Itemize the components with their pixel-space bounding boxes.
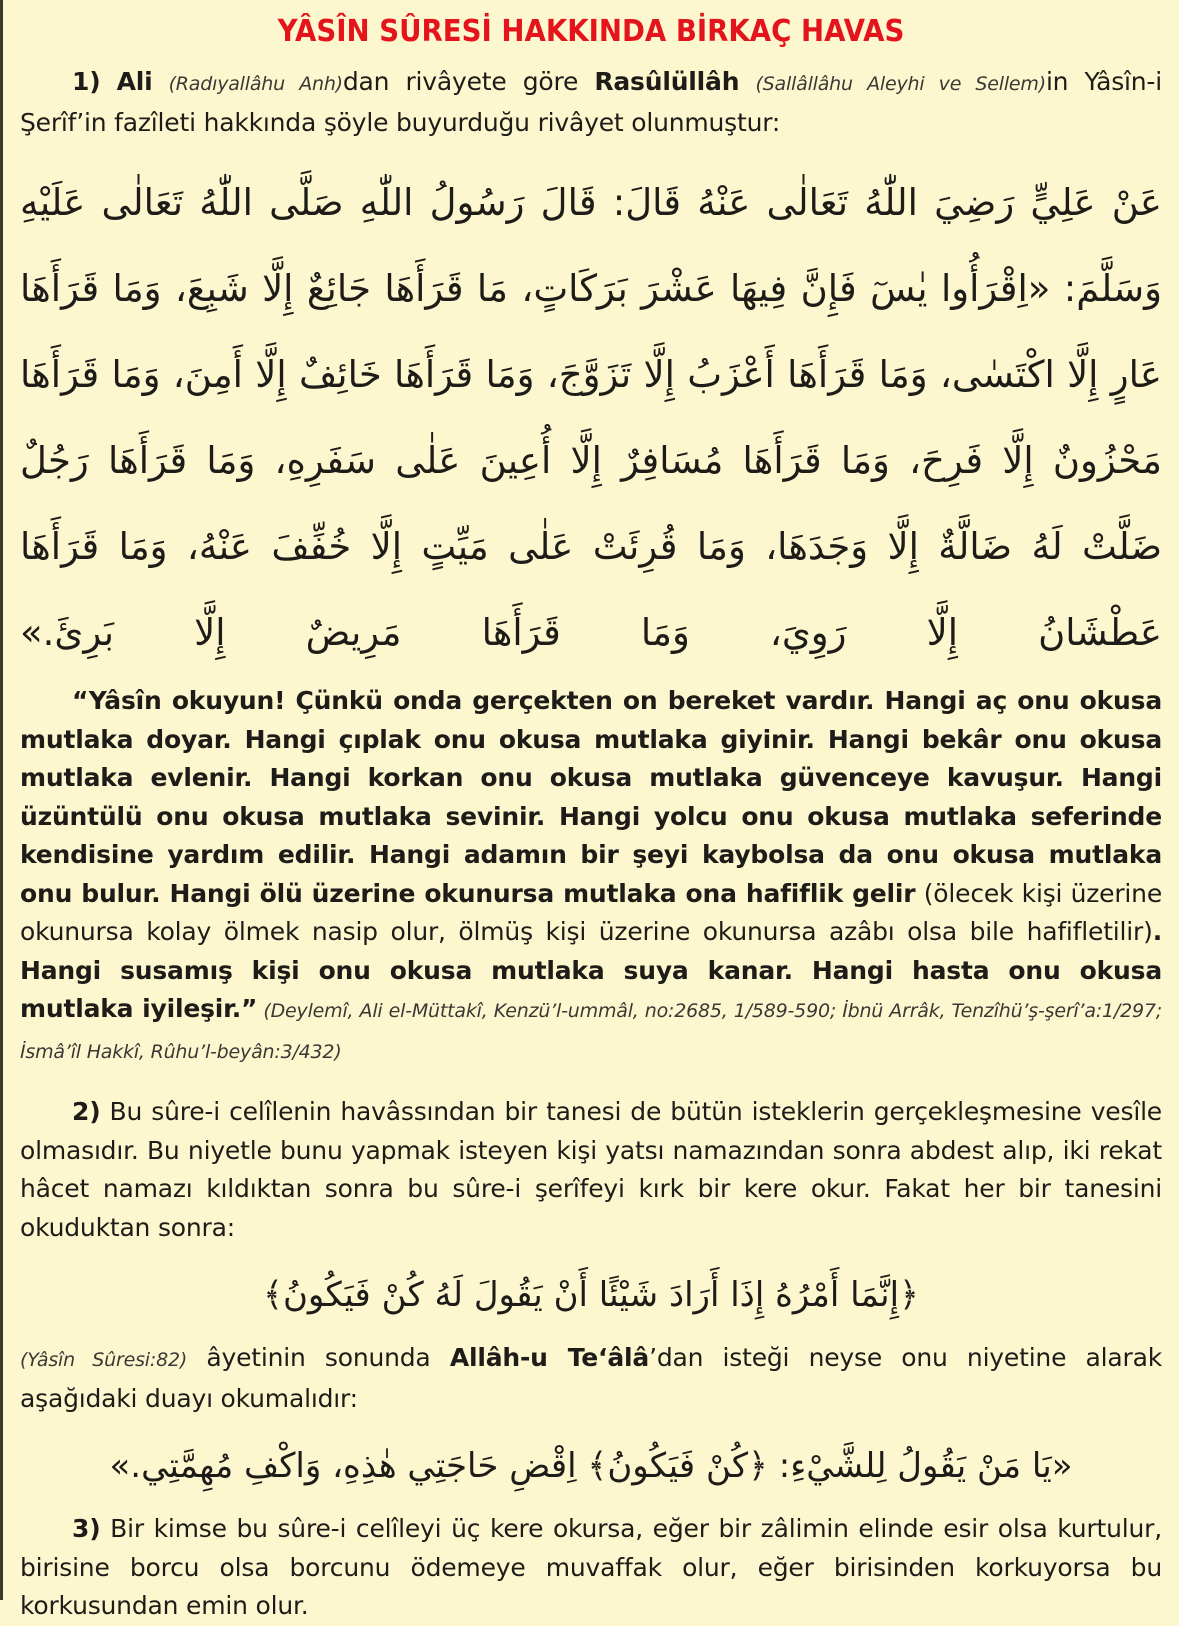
verse-reference: (Yâsîn Sûresi:82): [20, 1349, 188, 1371]
translation-explanation: (ölecek kişi üzerine okunursa kolay ölmek nasip olur, ölmüş kişi üzerine okunursa azâbı olsa bile hafifletilir): [20, 878, 1163, 946]
intro-text: in Yâsîn-i Şerîf’in fazîleti hakkında şöyle buyurduğu rivâyet olunmuştur:: [20, 67, 1162, 137]
paragraph-text: âyetinin sonunda: [187, 1343, 450, 1372]
honorific-note: (Sallâllâhu Aleyhi ve Sellem): [755, 73, 1046, 95]
section-3-text: [20, 1510, 1162, 1626]
page-title: YÂSÎN SÛRESİ HAKKINDA BİRKAÇ HAVAS: [277, 14, 905, 49]
section-number: 2): [72, 1097, 101, 1126]
name-allah: Allâh-u Te‘âlâ: [449, 1343, 650, 1372]
arabic-dua: «يَا مَنْ يَقُولُ لِلشَّيْءِ: ﴿كُنْ فَيَكُونُ﴾ اِقْضِ حَاجَتِي هٰذِهِ، وَاكْفِ مُهِمَّتِي.»: [109, 1446, 1073, 1486]
section-2-instructions: [20, 1339, 1162, 1418]
section-2-text: [20, 1093, 1162, 1247]
translation-quote: “Yâsîn okuyun! Çünkü onda gerçekten on bereket vardır. Hangi aç onu okusa mutlaka doyar. Hangi çıplak onu okusa mutlaka giyinir. Hangi bekâr onu okusa mutlaka evlenir. Hangi korkan onu okusa mutlaka güvenceye kavuşur. Hangi üzüntülü onu okusa mutlaka sevinir. Hangi yolcu onu okusa mutlaka seferinde kendisine yardım edilir. Hangi adamın bir şeyi kaybolsa da onu okusa mutlaka onu bulur. Hangi ölü üzerine okunursa mutlaka ona hafiflik gelir: [20, 686, 1162, 908]
hadith-translation: [20, 682, 1162, 1071]
page-border: [0, 0, 3, 1600]
translation-quote: . Hangi susamış kişi onu okusa mutlaka suya kanar. Hangi hasta onu okusa mutlaka iyileşir.”: [20, 917, 1162, 1023]
paragraph-text: ’dan isteği neyse onu niyetine alarak aşağıdaki duayı okumalıdır:: [20, 1343, 1162, 1413]
name-rasul: Rasûlüllâh: [594, 67, 740, 96]
section-1-intro: [20, 63, 1162, 142]
arabic-verse: ﴿إِنَّمَا أَمْرُهُ إِذَا أَرَادَ شَيْئًا أَنْ يَقُولَ لَهُ كُنْ فَيَكُونُ﴾: [263, 1275, 919, 1315]
section-number: 1): [72, 67, 101, 96]
document-page: [20, 14, 1162, 1626]
paragraph-text: Bir kimse bu sûre-i celîleyi üç kere okursa, eğer bir zâlimin elinde esir olsa kurtulur, birisine borcu olsa borcunu ödemeye muvaffak olur, eğer birisinden korkuyorsa bu korkusundan emin olur.: [20, 1514, 1162, 1620]
section-number: 3): [72, 1514, 101, 1543]
name-ali: Ali: [116, 67, 153, 96]
paragraph-text: Bu sûre-i celîlenin havâssından bir tanesi de bütün isteklerin gerçekleşmesine vesîle olmasıdır. Bu niyetle bunu yapmak isteyen kişi yatsı namazından sonra abdest alıp, iki rekat hâcet namazı kıldıktan sonra bu sûre-i şerîfeyi kırk bir kere okur. Fakat her bir tanesini okuduktan sonra:: [20, 1097, 1162, 1242]
arabic-hadith: عَنْ عَلِيٍّ رَضِيَ اللّٰهُ تَعَالٰى عَنْهُ قَالَ: قَالَ رَسُولُ اللّٰهِ صَلَّى اللّٰهُ تَعَالٰى عَلَيْهِ وَسَلَّمَ: «اِقْرَأُوا يٰسٓ فَإِنَّ فِيهَا عَشْرَ بَرَكَاتٍ، مَا قَرَأَهَا جَائِعٌ إِلَّا شَبِعَ، وَمَا قَرَأَهَا عَارٍ إِلَّا اكْتَسٰى، وَمَا قَرَأَهَا أَعْزَبُ إِلَّا تَزَوَّجَ، وَمَا قَرَأَهَا خَائِفٌ إِلَّا أَمِنَ، وَمَا قَرَأَهَا مَحْزُونٌ إِلَّا فَرِحَ، وَمَا قَرَأَهَا مُسَافِرٌ إِلَّا أُعِينَ عَلٰى سَفَرِهِ، وَمَا قَرَأَهَا رَجُلٌ ضَلَّتْ لَهُ ضَالَّةٌ إِلَّا وَجَدَهَا، وَمَا قُرِئَتْ عَلٰى مَيِّتٍ إِلَّا خُفِّفَ عَنْهُ، وَمَا قَرَأَهَا عَطْشَانُ إِلَّا رَوِيَ، وَمَا قَرَأَهَا مَرِيضٌ إِلَّا بَرِئَ.»: [20, 181, 1162, 654]
intro-text: dan rivâyete göre: [342, 67, 595, 96]
citation: (Deylemî, Ali el-Müttakî, Kenzü’l-ummâl, no:2685, 1/589-590; İbnü Arrâk, Tenzîhü’ş-şerî’a:1/297; İsmâ’îl Hakkî, Rûhu’l-beyân:3/432): [20, 1000, 1162, 1063]
honorific-note: (Radıyallâhu Anh): [168, 73, 343, 95]
